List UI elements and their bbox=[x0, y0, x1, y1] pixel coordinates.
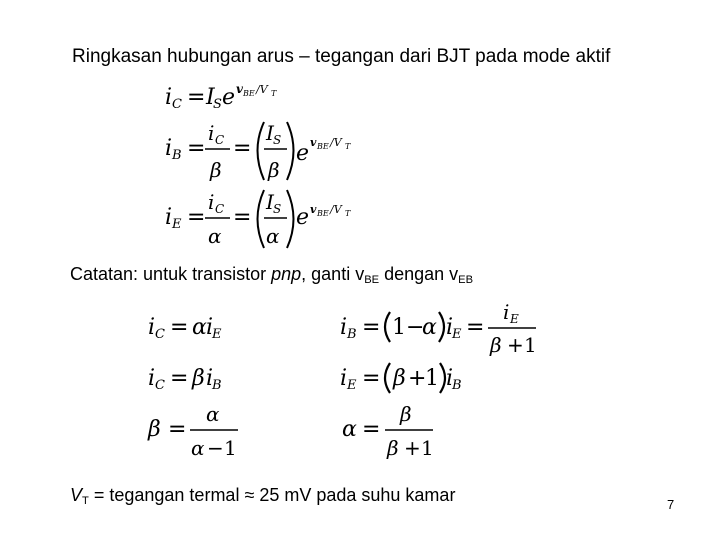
equation-ie-beta bbox=[340, 363, 462, 393]
svg-text:−: − bbox=[406, 315, 425, 340]
note-middle: , ganti v bbox=[301, 264, 365, 284]
svg-text:E: E bbox=[347, 378, 357, 393]
svg-text:α: α bbox=[192, 315, 207, 340]
svg-text:=: = bbox=[233, 136, 252, 161]
svg-text:E: E bbox=[212, 327, 222, 342]
svg-text:BE: BE bbox=[317, 209, 329, 218]
svg-text:i: i bbox=[206, 366, 214, 391]
svg-text:β: β bbox=[148, 417, 161, 442]
svg-text:β: β bbox=[387, 436, 399, 460]
svg-text:C: C bbox=[155, 327, 165, 342]
svg-text:=: = bbox=[187, 85, 206, 110]
svg-text:/V: /V bbox=[330, 203, 342, 216]
svg-text:=: = bbox=[362, 417, 381, 442]
svg-text:I: I bbox=[266, 121, 274, 145]
svg-text:=: = bbox=[362, 366, 381, 391]
svg-text:i: i bbox=[165, 85, 173, 110]
svg-text:1: 1 bbox=[392, 315, 406, 340]
svg-text:e: e bbox=[296, 141, 310, 166]
svg-text:=: = bbox=[170, 315, 189, 340]
svg-text:/V: /V bbox=[330, 136, 342, 149]
svg-text:e: e bbox=[222, 85, 236, 110]
svg-text:i: i bbox=[446, 366, 454, 391]
svg-text:i: i bbox=[503, 300, 510, 324]
svg-text:v: v bbox=[310, 136, 317, 149]
svg-text:BE: BE bbox=[317, 142, 329, 151]
svg-text:E: E bbox=[510, 312, 519, 326]
svg-text:i: i bbox=[206, 315, 214, 340]
svg-text:I: I bbox=[206, 85, 215, 110]
svg-text:i: i bbox=[446, 315, 454, 340]
svg-text:C: C bbox=[215, 202, 225, 216]
svg-text:=: = bbox=[466, 315, 485, 340]
page-number: 7 bbox=[667, 497, 675, 512]
svg-text:B: B bbox=[347, 327, 357, 342]
svg-text:=: = bbox=[187, 136, 206, 161]
svg-text:S: S bbox=[213, 97, 222, 112]
svg-text:e: e bbox=[296, 205, 310, 230]
svg-text:B: B bbox=[172, 148, 182, 163]
svg-text:i: i bbox=[208, 121, 215, 145]
equation-ic-beta bbox=[148, 366, 222, 393]
svg-text:i: i bbox=[148, 366, 156, 391]
svg-text:1: 1 bbox=[421, 436, 434, 460]
svg-text:i: i bbox=[340, 366, 348, 391]
equation-ib-alpha bbox=[340, 300, 537, 357]
svg-text:=: = bbox=[168, 417, 187, 442]
svg-text:β: β bbox=[490, 333, 502, 357]
note-sub-eb: EB bbox=[458, 273, 474, 286]
svg-text:i: i bbox=[165, 205, 173, 230]
svg-text:β: β bbox=[210, 158, 222, 182]
svg-text:v: v bbox=[310, 203, 317, 216]
svg-text:=: = bbox=[233, 205, 252, 230]
svg-text:β: β bbox=[268, 158, 280, 182]
svg-text:i: i bbox=[148, 315, 156, 340]
svg-text:α: α bbox=[208, 224, 222, 248]
svg-text:=: = bbox=[187, 205, 206, 230]
svg-text:1: 1 bbox=[224, 436, 237, 460]
svg-text:+: + bbox=[408, 366, 427, 391]
svg-text:v: v bbox=[236, 82, 243, 96]
svg-text:E: E bbox=[172, 217, 182, 232]
vt-sub: T bbox=[82, 494, 89, 507]
svg-text:i: i bbox=[165, 136, 173, 161]
svg-text:α: α bbox=[206, 402, 220, 426]
svg-text:=: = bbox=[362, 315, 381, 340]
thermal-voltage-note bbox=[70, 485, 455, 507]
svg-text:C: C bbox=[155, 378, 165, 393]
svg-text:1: 1 bbox=[524, 333, 537, 357]
svg-text:+: + bbox=[507, 333, 524, 357]
svg-text:T: T bbox=[345, 209, 351, 218]
svg-text:β: β bbox=[192, 366, 205, 391]
svg-text:I: I bbox=[266, 190, 274, 214]
svg-text:E: E bbox=[452, 327, 462, 342]
note-prefix: Catatan: untuk transistor bbox=[70, 264, 272, 284]
equation-ic-alpha bbox=[148, 315, 222, 342]
equation-alpha bbox=[342, 402, 434, 460]
vt-text: = tegangan termal ≈ 25 mV pada suhu kamar bbox=[88, 485, 456, 505]
pnp-note bbox=[70, 264, 473, 286]
svg-text:α: α bbox=[266, 224, 280, 248]
svg-text:B: B bbox=[452, 378, 462, 393]
equation-ic bbox=[165, 82, 277, 112]
svg-text:B: B bbox=[212, 378, 222, 393]
svg-text:β: β bbox=[393, 366, 406, 391]
svg-text:BE: BE bbox=[243, 89, 255, 98]
equation-beta bbox=[147, 402, 238, 460]
svg-text:α: α bbox=[342, 417, 357, 442]
svg-text:S: S bbox=[273, 202, 282, 216]
svg-text:i: i bbox=[340, 315, 348, 340]
slide-title: Ringkasan hubungan arus – tegangan dari BJT pada mode aktif bbox=[72, 46, 611, 67]
note-mid2: dengan v bbox=[379, 264, 459, 284]
equation-ib bbox=[165, 121, 351, 182]
svg-text:α: α bbox=[422, 315, 437, 340]
svg-text:C: C bbox=[172, 97, 182, 112]
svg-text:S: S bbox=[273, 133, 282, 147]
svg-text:i: i bbox=[208, 190, 215, 214]
svg-text:/V: /V bbox=[256, 83, 268, 96]
svg-text:T: T bbox=[345, 142, 351, 151]
svg-text:+: + bbox=[404, 436, 421, 460]
svg-text:C: C bbox=[215, 133, 225, 147]
vt-symbol: V bbox=[70, 485, 83, 505]
svg-text:α: α bbox=[191, 436, 205, 460]
note-pnp: pnp bbox=[271, 264, 302, 284]
svg-text:1: 1 bbox=[425, 366, 439, 391]
svg-text:=: = bbox=[170, 366, 189, 391]
equation-ie bbox=[165, 190, 351, 248]
svg-text:−: − bbox=[207, 436, 224, 460]
note-sub-be: BE bbox=[364, 273, 380, 286]
svg-text:β: β bbox=[400, 402, 412, 426]
svg-text:T: T bbox=[271, 89, 277, 98]
